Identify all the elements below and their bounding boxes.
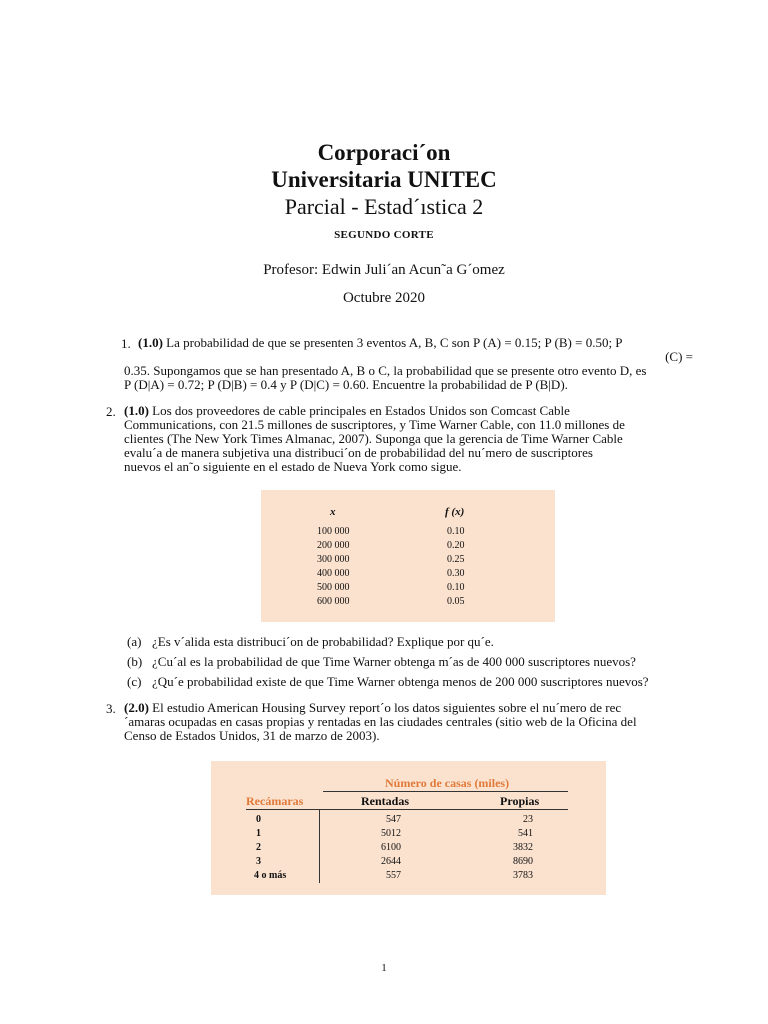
question-2-line5: nuevos el an˜o siguiente en el estado de Nueva York como sigue. (124, 459, 462, 474)
group-underline (323, 791, 568, 792)
question-1-line2: (C) = (665, 349, 693, 364)
table-cell-rooms: 3 (256, 856, 261, 867)
question-3-line1 (124, 701, 693, 715)
question-points: (1.0) (138, 335, 163, 350)
table-cell-rooms: 4 o más (254, 870, 287, 881)
question-points: (2.0) (124, 700, 149, 715)
question-number: 1. (121, 336, 131, 351)
institution-name-line2: Universitaria UNITEC (271, 167, 497, 192)
sub-question-text: ¿Es v´alida esta distribuci´on de probabilidad? Explique por qu´e. (152, 634, 494, 649)
exam-title: Parcial - Estad´ıstica 2 (284, 194, 484, 219)
housing-table (211, 761, 606, 895)
question-3-line3: Censo de Estados Unidos, 31 de marzo de 2003). (124, 728, 380, 743)
table-cell-fx: 0.30 (447, 568, 465, 579)
question-2-line3: clientes (The New York Times Almanac, 2007). Suponga que la gerencia de Time Warner Cable (124, 431, 623, 446)
question-1-line3: 0.35. Supongamos que se han presentado A, B o C, la probabilidad que se presente otro evento D, es (124, 363, 647, 378)
institution-name-line1: Corporaci´on (317, 140, 451, 165)
table-cell-fx: 0.25 (447, 554, 465, 565)
table-cell-rented: 5012 (381, 828, 401, 839)
table-cell-x: 500 000 (317, 582, 350, 593)
column-header-rooms: Recámaras (246, 794, 304, 808)
question-1-line4: P (D|A) = 0.72; P (D|B) = 0.4 y P (D|C) = 0.60. Encuentre la probabilidad de P (B|D). (124, 377, 568, 392)
table-cell-rooms: 2 (256, 842, 261, 853)
exam-date: Octubre 2020 (342, 290, 426, 306)
table-cell-rented: 2644 (381, 856, 401, 867)
table-cell-x: 300 000 (317, 554, 350, 565)
header-rule (246, 809, 568, 810)
group-header: Número de casas (miles) (385, 776, 510, 790)
table-cell-rooms: 1 (256, 828, 261, 839)
table-cell-fx: 0.05 (447, 596, 465, 607)
question-2-line4: evalu´a de manera subjetiva una distribuci´on de probabilidad del nu´mero de suscriptores (124, 445, 593, 460)
question-text: La probabilidad de que se presenten 3 eventos A, B, C son P (A) = 0.15; P (B) = 0.50; P (166, 335, 623, 350)
table-cell-owned: 23 (523, 814, 533, 825)
question-text: Los dos proveedores de cable principales en Estados Unidos son Comcast Cable (152, 403, 570, 418)
sub-question-text: ¿Qu´e probabilidad existe de que Time Warner obtenga menos de 200 000 suscriptores nuevos? (152, 674, 649, 689)
page-number: 1 (381, 962, 387, 974)
table-cell-rented: 6100 (381, 842, 401, 853)
question-3-line2: ´amaras ocupadas en casas propias y rentadas en las ciudades centrales (sitio web de la Oficina del (124, 714, 637, 729)
question-number: 2. (106, 404, 116, 419)
sub-question-label: (a) (127, 634, 142, 649)
column-header-rented: Rentadas (361, 794, 410, 808)
table-cell-owned: 541 (518, 828, 533, 839)
section-label: SEGUNDO CORTE (334, 229, 434, 241)
sub-question-label: (b) (127, 654, 143, 669)
table-cell-owned: 8690 (513, 856, 533, 867)
table-cell-owned: 3832 (513, 842, 533, 853)
table-cell-x: 200 000 (317, 540, 350, 551)
question-2-line2: Communications, con 21.5 millones de suscriptores, y Time Warner Cable, con 11.0 millones de (124, 417, 625, 432)
table-cell-fx: 0.20 (447, 540, 465, 551)
column-header-owned: Propias (500, 794, 540, 808)
sub-question-label: (c) (127, 674, 142, 689)
question-text: El estudio American Housing Survey report´o los datos siguientes sobre el nu´mero de rec (152, 700, 622, 715)
column-header-x: x (330, 506, 336, 518)
sub-question-text: ¿Cu´al es la probabilidad de que Time Warner obtenga m´as de 400 000 suscriptores nuevos? (152, 654, 636, 669)
question-1-line1 (138, 336, 693, 350)
professor-name: Profesor: Edwin Juli´an Acun˜a G´omez (263, 262, 505, 278)
question-points: (1.0) (124, 403, 149, 418)
table-cell-owned: 3783 (513, 870, 533, 881)
table-cell-x: 100 000 (317, 526, 350, 537)
table-cell-x: 600 000 (317, 596, 350, 607)
table-cell-fx: 0.10 (447, 526, 465, 537)
table-cell-x: 400 000 (317, 568, 350, 579)
question-2-line1 (124, 404, 693, 418)
table-cell-fx: 0.10 (447, 582, 465, 593)
column-header-fx: f (x) (445, 506, 465, 518)
table-cell-rented: 557 (386, 870, 401, 881)
question-number: 3. (106, 701, 116, 716)
table-cell-rooms: 0 (256, 814, 261, 825)
probability-distribution-table (261, 490, 555, 622)
column-divider (319, 809, 320, 883)
table-cell-rented: 547 (386, 814, 401, 825)
